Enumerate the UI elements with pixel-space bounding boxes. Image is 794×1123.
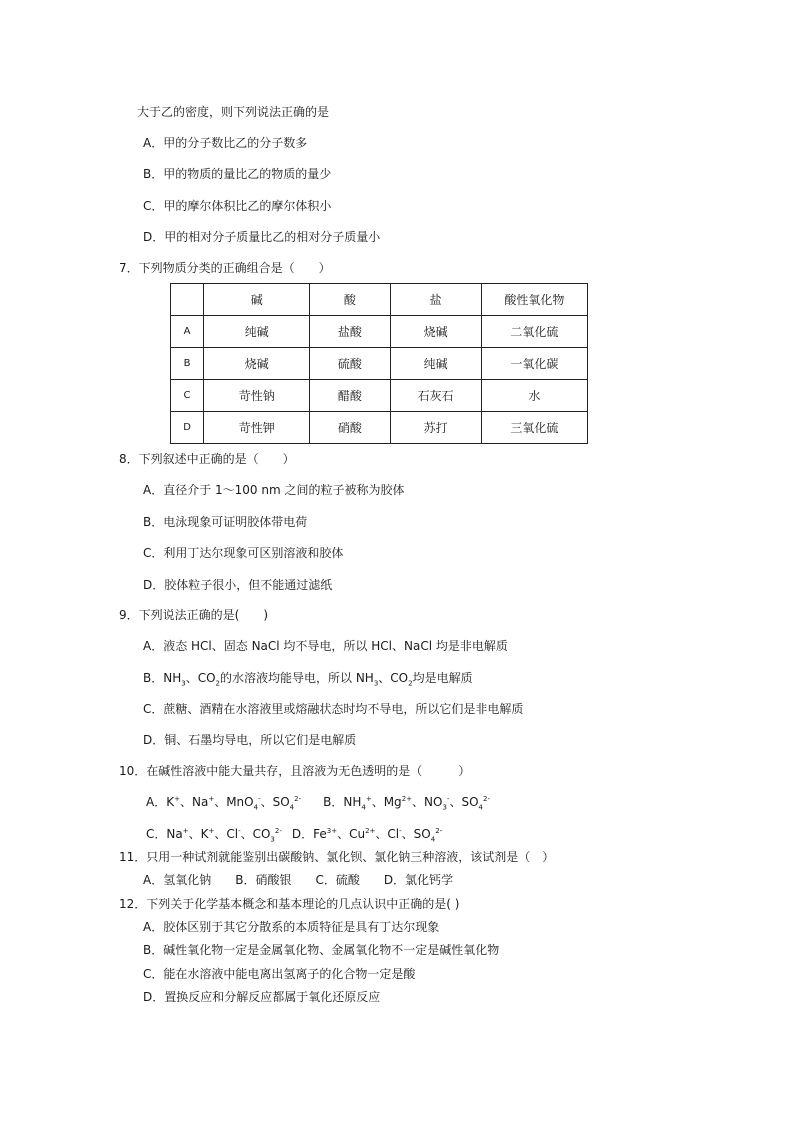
option-text: A． bbox=[146, 795, 167, 809]
q8-option-c: C．利用丁达尔现象可区别溶液和胶体 bbox=[143, 546, 344, 560]
table-header-cell: 酸性氧化物 bbox=[481, 284, 587, 316]
table-cell: 纯碱 bbox=[204, 316, 310, 348]
table-cell: 三氧化硫 bbox=[481, 412, 587, 444]
q9-option-c: C．蔗糖、酒精在水溶液里或熔融状态时均不导电，所以它们是非电解质 bbox=[143, 702, 524, 716]
table-header-row bbox=[171, 284, 588, 316]
q10-option-a bbox=[146, 795, 302, 812]
subscript: 4 bbox=[430, 835, 436, 844]
q9-option-a: A．液态 HCl、固态 NaCl 均不导电，所以 HCl、NaCl 均是非电解质 bbox=[143, 639, 508, 653]
superscript: 2- bbox=[435, 827, 443, 835]
superscript: 2- bbox=[294, 795, 302, 803]
q10-option-b bbox=[323, 795, 490, 812]
q6-option-b: B．甲的物质的量比乙的物质的量少 bbox=[143, 167, 332, 181]
q10-stem: 10．在碱性溶液中能大量共存，且溶液为无色透明的是（ ） bbox=[119, 764, 471, 778]
q8-option-a: A．直径介于 1～100 nm 之间的粒子被称为胶体 bbox=[143, 483, 405, 497]
subscript: 4 bbox=[289, 803, 295, 812]
option-text: 、MnO bbox=[214, 795, 254, 809]
option-text: 、Cl bbox=[375, 827, 400, 841]
table-cell: A bbox=[171, 316, 204, 348]
superscript: - bbox=[258, 795, 261, 803]
q8-option-d: D．胶体粒子很小，但不能通过滤纸 bbox=[143, 578, 333, 592]
superscript: - bbox=[399, 827, 402, 835]
table-cell: B bbox=[171, 348, 204, 380]
option-text: D．Fe bbox=[291, 827, 327, 841]
superscript: 2+ bbox=[401, 795, 413, 803]
superscript: + bbox=[208, 827, 215, 835]
subscript: 3 bbox=[373, 679, 379, 688]
q12-option-c: C．能在水溶液中能电离出氢离子的化合物一定是酸 bbox=[143, 967, 416, 981]
q6-option-a: A．甲的分子数比乙的分子数多 bbox=[143, 136, 308, 150]
q7-stem: 7．下列物质分类的正确组合是（ ） bbox=[119, 261, 331, 275]
superscript: 2- bbox=[274, 827, 282, 835]
table-cell: C bbox=[171, 380, 204, 412]
superscript: + bbox=[182, 827, 189, 835]
table-cell: 石灰石 bbox=[390, 380, 481, 412]
superscript: - bbox=[446, 795, 450, 803]
table-cell: 纯碱 bbox=[390, 348, 481, 380]
option-text: 、Mg bbox=[371, 795, 402, 809]
option-text: 、Cu bbox=[337, 827, 366, 841]
table-cell: D bbox=[171, 412, 204, 444]
table-row bbox=[171, 348, 588, 380]
q11-options: A．氢氧化钠 B．硝酸银 C．硫酸 D．氯化钙学 bbox=[143, 873, 454, 887]
subscript: 2 bbox=[408, 679, 413, 688]
table-cell: 醋酸 bbox=[310, 380, 390, 412]
superscript: 3+ bbox=[326, 827, 338, 835]
q9-option-d: D．铜、石墨均导电，所以它们是电解质 bbox=[143, 733, 357, 747]
option-text: C．Na bbox=[146, 827, 183, 841]
subscript: 3 bbox=[181, 679, 186, 688]
classification-table bbox=[170, 283, 588, 444]
q12-option-d: D．置换反应和分解反应都属于氧化还原反应 bbox=[143, 990, 381, 1004]
table-cell: 烧碱 bbox=[204, 348, 310, 380]
table-cell: 硝酸 bbox=[310, 412, 390, 444]
q8-option-b: B．电泳现象可证明胶体带电荷 bbox=[143, 515, 308, 529]
table-cell: 水 bbox=[481, 380, 587, 412]
table-cell: 盐酸 bbox=[310, 316, 390, 348]
q6-option-c: C．甲的摩尔体积比乙的摩尔体积小 bbox=[143, 199, 332, 213]
q6-stem-tail: 大于乙的密度，则下列说法正确的是 bbox=[137, 105, 330, 119]
option-text: K bbox=[166, 795, 175, 809]
table-header-cell: 碱 bbox=[204, 284, 310, 316]
table-cell: 硫酸 bbox=[310, 348, 390, 380]
q12-option-a: A．胶体区别于其它分散系的本质特征是具有丁达尔现象 bbox=[143, 920, 440, 934]
table-header-cell: 酸 bbox=[310, 284, 390, 316]
q9-option-b-text: B．NH bbox=[143, 671, 182, 685]
q8-stem: 8．下列叙述中正确的是（ ） bbox=[119, 452, 295, 466]
table-cell: 苛性钠 bbox=[204, 380, 310, 412]
q6-option-d: D．甲的相对分子质量比乙的相对分子质量小 bbox=[143, 230, 381, 244]
q9-option-b bbox=[143, 670, 473, 686]
option-text: 、NO bbox=[412, 795, 443, 809]
option-text: 、SO bbox=[260, 795, 290, 809]
option-text: 、Na bbox=[179, 795, 209, 809]
q9-option-b-text: 的水溶液均能导电，所以 NH bbox=[220, 671, 374, 685]
q9-option-b-text: 、CO bbox=[378, 671, 409, 685]
subscript: 2 bbox=[215, 679, 220, 688]
table-row bbox=[171, 412, 588, 444]
subscript: 4 bbox=[253, 803, 259, 812]
table-cell: 二氧化硫 bbox=[481, 316, 587, 348]
table-row bbox=[171, 380, 588, 412]
q10-option-c bbox=[146, 827, 282, 844]
option-text: 、CO bbox=[240, 827, 271, 841]
superscript: 2+ bbox=[365, 827, 376, 835]
table-cell: 苛性钾 bbox=[204, 412, 310, 444]
q9-option-b-text: 均是电解质 bbox=[412, 671, 473, 685]
superscript: + bbox=[365, 795, 372, 803]
option-text: B．NH bbox=[323, 795, 362, 809]
subscript: 4 bbox=[478, 803, 483, 812]
q10-options-row1 bbox=[146, 794, 490, 810]
table-cell: 烧碱 bbox=[390, 316, 481, 348]
option-text: 、SO bbox=[401, 827, 431, 841]
q10-options-row2 bbox=[146, 826, 442, 842]
q12-stem: 12．下列关于化学基本概念和基本理论的几点认识中正确的是( ) bbox=[119, 897, 460, 911]
table-row bbox=[171, 316, 588, 348]
q10-option-d bbox=[291, 827, 443, 844]
subscript: 3 bbox=[270, 835, 275, 844]
table-header-cell bbox=[171, 284, 204, 316]
option-text: 、K bbox=[188, 827, 209, 841]
superscript: - bbox=[238, 827, 241, 835]
superscript: + bbox=[208, 795, 215, 803]
q12-option-b: B．碱性氧化物一定是金属氧化物、金属氧化物不一定是碱性氧化物 bbox=[143, 943, 500, 957]
q9-option-b-text: 、CO bbox=[185, 671, 216, 685]
table-cell: 苏打 bbox=[390, 412, 481, 444]
q11-stem: 11．只用一种试剂就能鉴别出碳酸钠、氯化钡、氯化钠三种溶液，该试剂是（ ） bbox=[119, 850, 555, 864]
superscript: + bbox=[174, 795, 180, 803]
option-text: 、SO bbox=[449, 795, 479, 809]
table-header-cell: 盐 bbox=[390, 284, 481, 316]
subscript: 3 bbox=[442, 803, 447, 812]
table-cell: 一氧化碳 bbox=[481, 348, 587, 380]
subscript: 4 bbox=[361, 803, 366, 812]
q9-stem: 9．下列说法正确的是( ) bbox=[119, 608, 268, 622]
option-text: 、Cl bbox=[214, 827, 239, 841]
superscript: 2- bbox=[483, 795, 490, 803]
